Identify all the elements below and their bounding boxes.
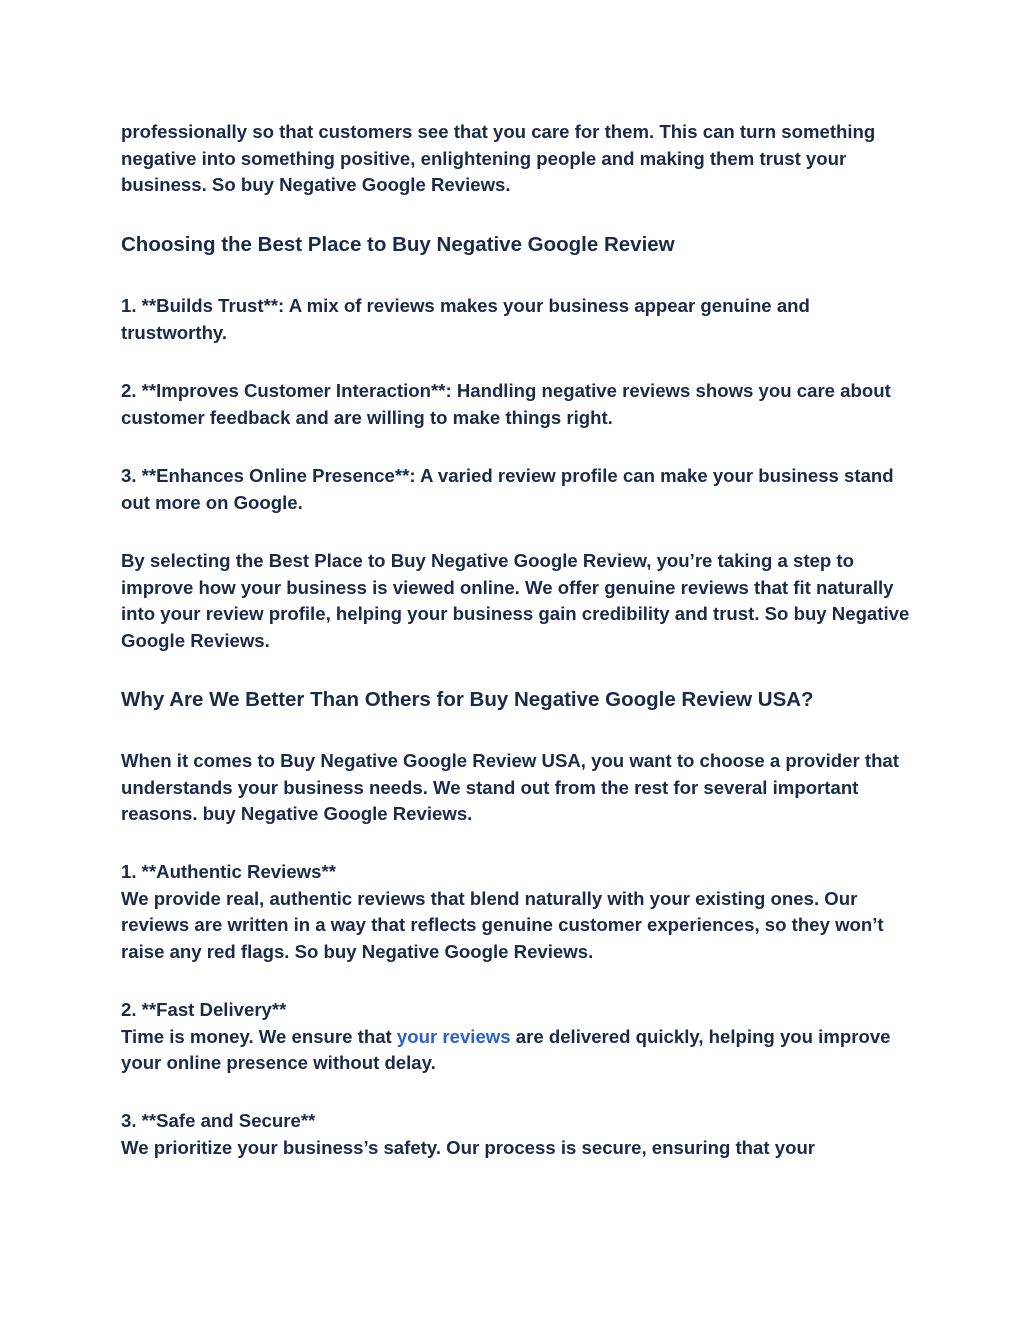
reason-2-body-before: Time is money. We ensure that <box>121 1025 397 1047</box>
list-item-improves-interaction: 2. **Improves Customer Interaction**: Handling negative reviews shows you care about customer feedback and are willing to make things right. <box>121 380 891 428</box>
selecting-paragraph: By selecting the Best Place to Buy Negative Google Review, you’re taking a step to improve how your business is viewed online. We offer genuine reviews that fit naturally into your review profile, helping your business gain credibility and trust. So buy Negative Google Reviews. <box>121 550 910 651</box>
reason-2-body <box>121 1024 911 1077</box>
reason-authentic-reviews <box>121 859 911 965</box>
list-item-enhances-presence: 3. **Enhances Online Presence**: A varied review profile can make your business stand out more on Google. <box>121 465 894 513</box>
heading-choosing-best-place: Choosing the Best Place to Buy Negative Google Review <box>121 233 675 256</box>
heading-why-better: Why Are We Better Than Others for Buy Negative Google Review USA? <box>121 688 814 711</box>
intro-paragraph: professionally so that customers see that you care for them. This can turn something negative into something positive, enlightening people and making them trust your business. So buy Negative Google Reviews. <box>121 121 876 195</box>
reason-3-title: 3. **Safe and Secure** <box>121 1110 316 1131</box>
reason-fast-delivery <box>121 997 911 1077</box>
reason-3-body: We prioritize your business’s safety. Our process is secure, ensuring that your <box>121 1136 816 1158</box>
when-paragraph: When it comes to Buy Negative Google Review USA, you want to choose a provider that understands your business needs. We stand out from the rest for several important reasons. buy Negative Google Reviews. <box>121 750 899 824</box>
your-reviews-link[interactable]: your reviews <box>396 1025 511 1047</box>
reason-1-body: We provide real, authentic reviews that blend naturally with your existing ones. Our reviews are written in a way that reflects genuine customer experiences, so they won’t raise any red flags. So buy Negative Google Reviews. <box>121 887 884 962</box>
list-item-builds-trust: 1. **Builds Trust**: A mix of reviews makes your business appear genuine and trustworthy. <box>121 295 810 343</box>
reason-safe-secure <box>121 1108 911 1161</box>
reason-2-body-after: are delivered quickly, helping you improve your online presence without delay. <box>121 1025 891 1073</box>
reason-1-title: 1. **Authentic Reviews** <box>121 861 336 882</box>
reason-2-title: 2. **Fast Delivery** <box>121 999 287 1020</box>
